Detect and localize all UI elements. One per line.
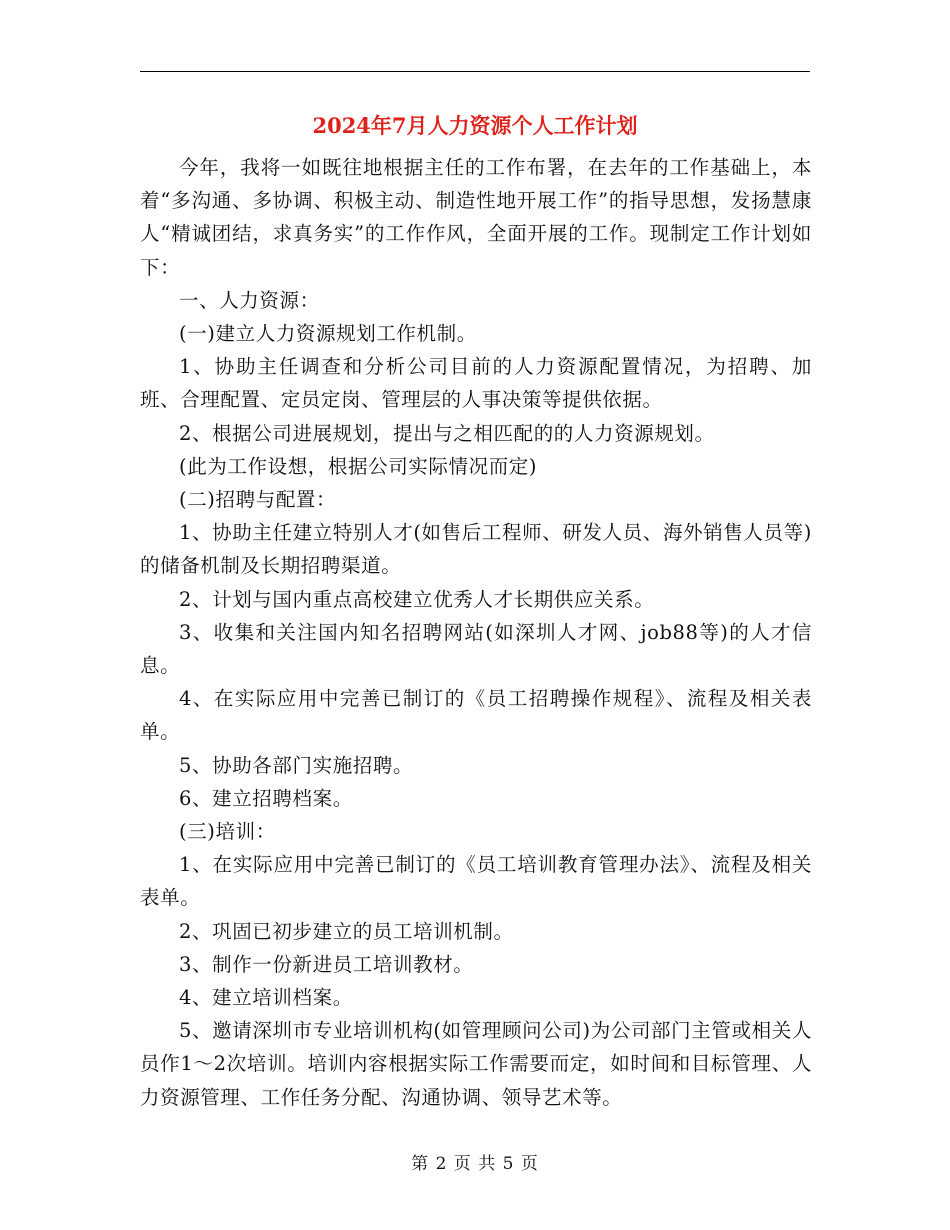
list-item: 2、计划与国内重点高校建立优秀人才长期供应关系。 — [179, 587, 655, 611]
heading-hr: 一、人力资源： — [179, 288, 320, 312]
note-text: (此为工作设想，根据公司实际情况而定) — [179, 454, 538, 478]
list-item: 6、建立招聘档案。 — [179, 786, 353, 810]
list-item: 5、协助各部门实施招聘。 — [179, 753, 414, 777]
document-title: 2024年7月人力资源个人工作计划 — [312, 113, 638, 138]
list-item: 1、在实际应用中完善已制订的《员工培训教育管理办法》、流程及相关表单。 — [140, 853, 812, 910]
document-body — [140, 151, 812, 1114]
subheading-planning: (一)建立人力资源规划工作机制。 — [179, 322, 477, 346]
subheading-recruitment: (二)招聘与配置： — [179, 488, 337, 512]
list-item: 2、巩固已初步建立的员工培训机制。 — [179, 919, 514, 943]
list-item: 5、邀请深圳市专业培训机构(如管理顾问公司)为公司部门主管或相关人员作1～2次培训。培训内容根据实际工作需要而定，如时间和目标管理、人力资源管理、工作任务分配、沟通协调、领导艺术等。 — [140, 1019, 812, 1109]
header-rule — [140, 71, 810, 72]
paragraph-intro: 今年，我将一如既往地根据主任的工作布署，在去年的工作基础上，本着“多沟通、多协调、积极主动、制造性地开展工作”的指导思想，发扬慧康人“精诚团结，求真务实”的工作作风，全面开展的工作。现制定工作计划如下： — [140, 156, 812, 279]
page-number-footer: 第 2 页 共 5 页 — [411, 1154, 539, 1174]
list-item: 3、收集和关注国内知名招聘网站(如深圳人才网、job88等)的人才信息。 — [140, 620, 812, 678]
list-item: 1、协助主任调查和分析公司目前的人力资源配置情况，为招聘、加班、合理配置、定员定岗、管理层的人事决策等提供依据。 — [140, 355, 812, 412]
list-item: 4、在实际应用中完善已制订的《员工招聘操作规程》、流程及相关表单。 — [140, 687, 812, 744]
list-item: 2、根据公司进展规划，提出与之相匹配的的人力资源规划。 — [179, 421, 715, 445]
list-item: 4、建立培训档案。 — [179, 986, 353, 1010]
subheading-training: (三)培训： — [179, 820, 276, 844]
list-item: 3、制作一份新进员工培训教材。 — [179, 952, 474, 976]
list-item: 1、协助主任建立特别人才(如售后工程师、研发人员、海外销售人员等)的储备机制及长期招聘渠道。 — [140, 521, 812, 578]
